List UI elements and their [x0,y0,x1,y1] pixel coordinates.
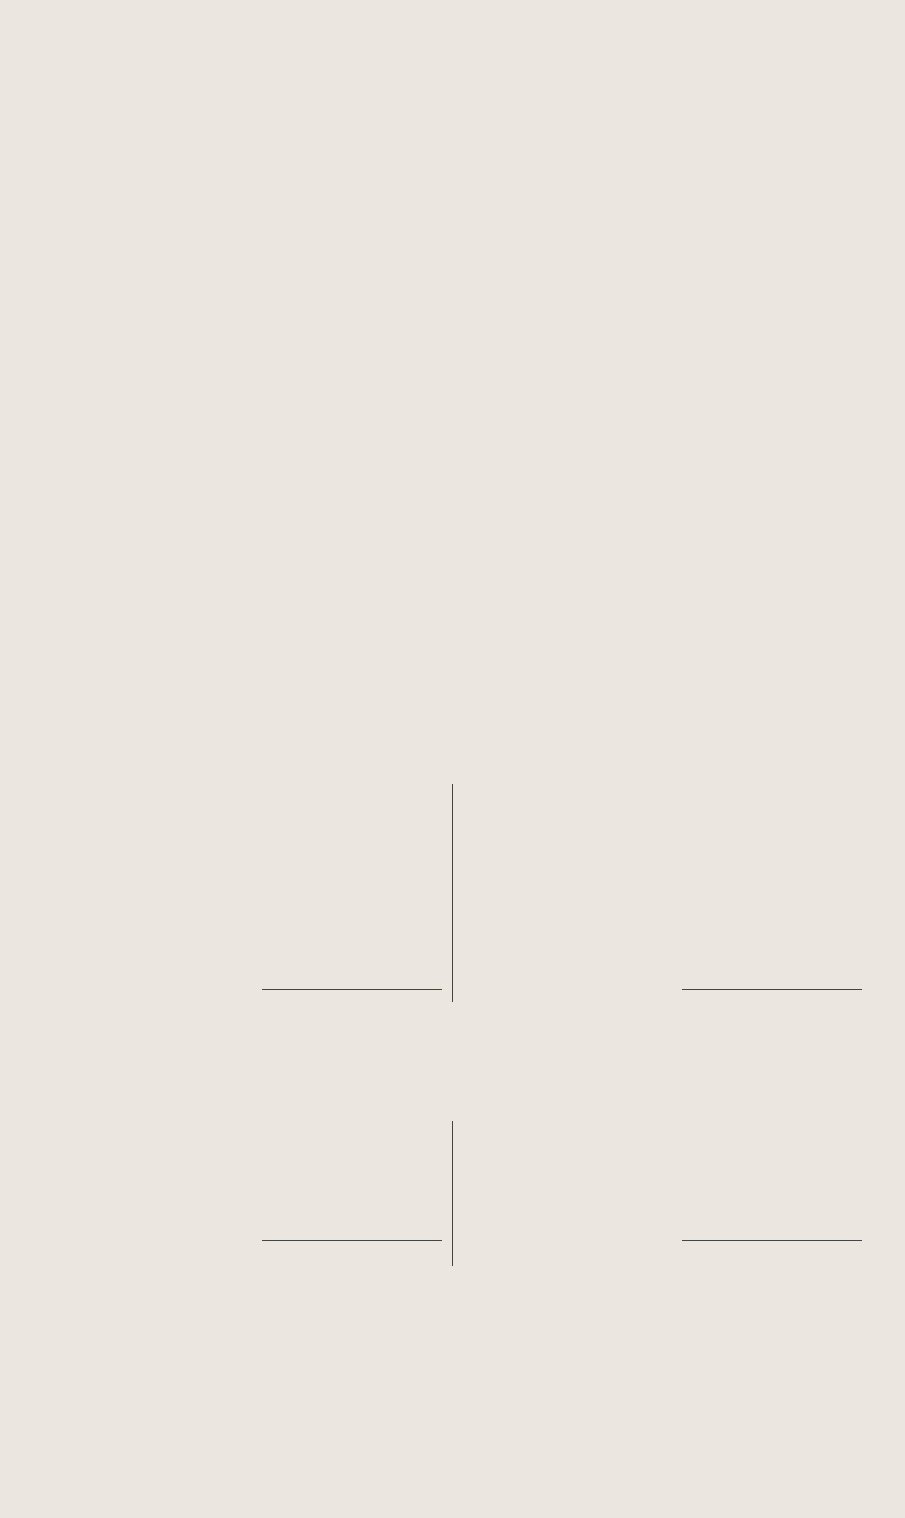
table-header-row-2 [30,452,875,468]
passief-total-rule [682,989,862,990]
balance-sheet [37,764,870,1024]
running-header [0,60,905,84]
center-rule [452,784,453,1002]
debet-total-rule [262,1240,442,1241]
profit-loss-account [37,1103,870,1273]
table-header-row-1 [30,436,875,452]
winst-center-rule [452,1121,453,1266]
credit-total-rule [682,1240,862,1241]
actief-total-rule [262,989,442,990]
